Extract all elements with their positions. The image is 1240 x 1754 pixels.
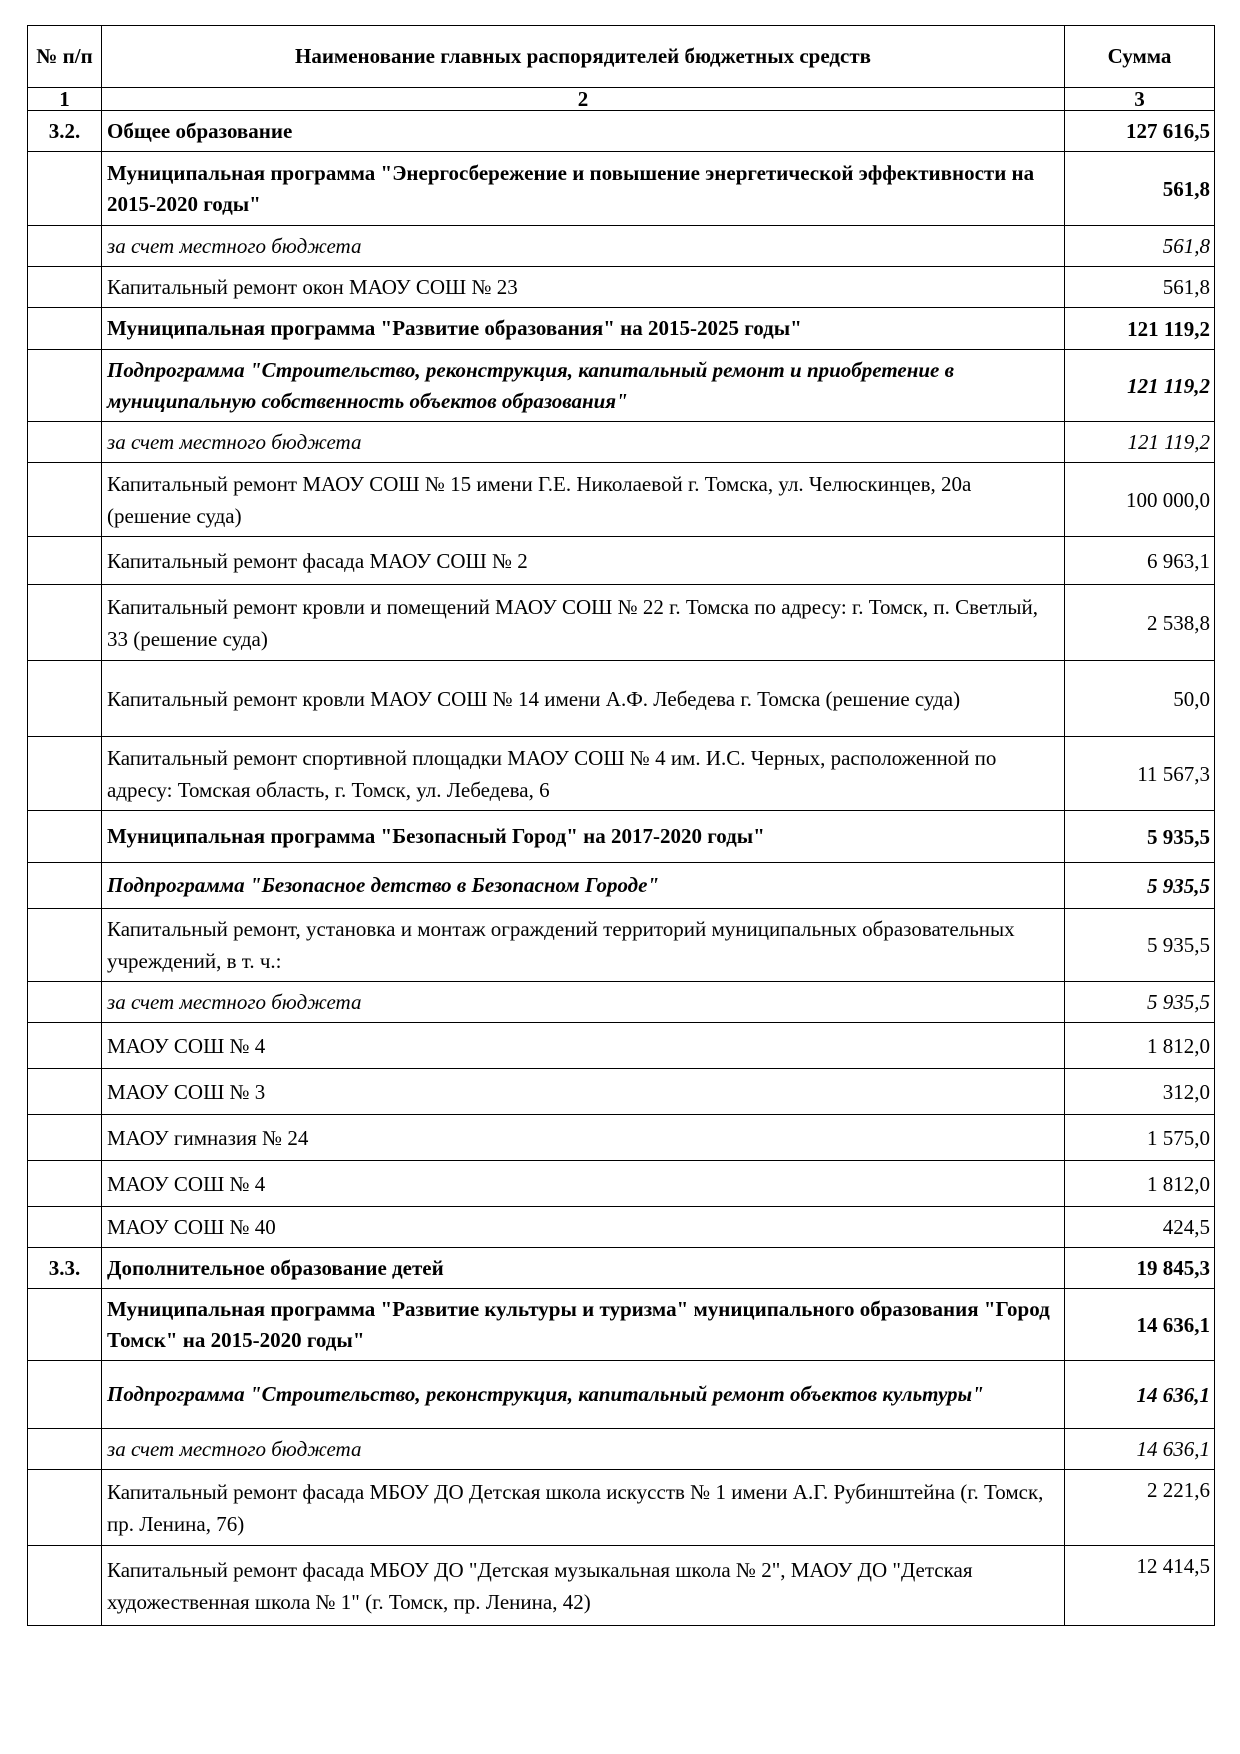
funding-source-row bbox=[28, 982, 1215, 1023]
row-name: Капитальный ремонт, установка и монтаж ограждений территорий муниципальных образовательных учреждений, в т. ч.: bbox=[102, 909, 1065, 982]
item-row bbox=[28, 909, 1215, 982]
header-name: Наименование главных распорядителей бюджетных средств bbox=[102, 26, 1065, 88]
item-row bbox=[28, 1470, 1215, 1546]
program-row bbox=[28, 811, 1215, 863]
row-sum: 2 538,8 bbox=[1065, 585, 1215, 661]
item-row bbox=[28, 585, 1215, 661]
subprogram-row bbox=[28, 350, 1215, 422]
row-number bbox=[28, 1470, 102, 1546]
row-name: Дополнительное образование детей bbox=[102, 1248, 1065, 1289]
row-name: Капитальный ремонт окон МАОУ СОШ № 23 bbox=[102, 267, 1065, 308]
item-row bbox=[28, 463, 1215, 537]
row-number bbox=[28, 1546, 102, 1626]
row-number bbox=[28, 1361, 102, 1429]
row-name: Капитальный ремонт кровли и помещений МАОУ СОШ № 22 г. Томска по адресу: г. Томск, п. Светлый, 33 (решение суда) bbox=[102, 585, 1065, 661]
row-number: 3.2. bbox=[28, 111, 102, 152]
row-name: МАОУ СОШ № 3 bbox=[102, 1069, 1065, 1115]
row-number bbox=[28, 811, 102, 863]
item-row bbox=[28, 1115, 1215, 1161]
budget-table bbox=[27, 25, 1215, 1626]
row-number bbox=[28, 982, 102, 1023]
header-number: № п/п bbox=[28, 26, 102, 88]
row-number bbox=[28, 350, 102, 422]
row-sum: 14 636,1 bbox=[1065, 1429, 1215, 1470]
program-row bbox=[28, 1289, 1215, 1361]
row-sum: 5 935,5 bbox=[1065, 982, 1215, 1023]
row-number: 3.3. bbox=[28, 1248, 102, 1289]
row-number bbox=[28, 1429, 102, 1470]
row-number bbox=[28, 661, 102, 737]
row-sum: 5 935,5 bbox=[1065, 811, 1215, 863]
row-number bbox=[28, 152, 102, 226]
column-index: 1 bbox=[28, 88, 102, 111]
row-sum: 5 935,5 bbox=[1065, 863, 1215, 909]
row-sum: 121 119,2 bbox=[1065, 422, 1215, 463]
row-name: Подпрограмма "Строительство, реконструкция, капитальный ремонт объектов культуры" bbox=[102, 1361, 1065, 1429]
row-sum: 1 812,0 bbox=[1065, 1161, 1215, 1207]
row-sum: 100 000,0 bbox=[1065, 463, 1215, 537]
row-name: Подпрограмма "Строительство, реконструкция, капитальный ремонт и приобретение в муниципальную собственность объектов образования" bbox=[102, 350, 1065, 422]
item-row bbox=[28, 1023, 1215, 1069]
row-sum: 2 221,6 bbox=[1065, 1470, 1215, 1546]
row-sum: 561,8 bbox=[1065, 267, 1215, 308]
subprogram-row bbox=[28, 1361, 1215, 1429]
row-name: Капитальный ремонт фасада МАОУ СОШ № 2 bbox=[102, 537, 1065, 585]
row-sum: 12 414,5 bbox=[1065, 1546, 1215, 1626]
row-name: Муниципальная программа "Развитие культуры и туризма" муниципального образования "Город Томск" на 2015-2020 годы" bbox=[102, 1289, 1065, 1361]
item-row bbox=[28, 1207, 1215, 1248]
row-sum: 121 119,2 bbox=[1065, 308, 1215, 350]
row-name: Капитальный ремонт кровли МАОУ СОШ № 14 имени А.Ф. Лебедева г. Томска (решение суда) bbox=[102, 661, 1065, 737]
item-row bbox=[28, 267, 1215, 308]
row-name: Капитальный ремонт МАОУ СОШ № 15 имени Г.Е. Николаевой г. Томска, ул. Челюскинцев, 20а (решение суда) bbox=[102, 463, 1065, 537]
row-sum: 50,0 bbox=[1065, 661, 1215, 737]
row-number bbox=[28, 1069, 102, 1115]
row-name: за счет местного бюджета bbox=[102, 982, 1065, 1023]
header-row bbox=[28, 26, 1215, 88]
row-sum: 121 119,2 bbox=[1065, 350, 1215, 422]
row-name: МАОУ СОШ № 4 bbox=[102, 1161, 1065, 1207]
row-number bbox=[28, 737, 102, 811]
row-sum: 6 963,1 bbox=[1065, 537, 1215, 585]
row-name: Муниципальная программа "Энергосбережение и повышение энергетической эффективности на 2015-2020 годы" bbox=[102, 152, 1065, 226]
row-sum: 14 636,1 bbox=[1065, 1361, 1215, 1429]
row-name: Капитальный ремонт спортивной площадки МАОУ СОШ № 4 им. И.С. Черных, расположенной по адресу: Томская область, г. Томск, ул. Лебедева, 6 bbox=[102, 737, 1065, 811]
row-sum: 14 636,1 bbox=[1065, 1289, 1215, 1361]
row-number bbox=[28, 1161, 102, 1207]
funding-source-row bbox=[28, 226, 1215, 267]
row-number bbox=[28, 308, 102, 350]
row-number bbox=[28, 1115, 102, 1161]
row-name: за счет местного бюджета bbox=[102, 226, 1065, 267]
column-index-row bbox=[28, 88, 1215, 111]
item-row bbox=[28, 537, 1215, 585]
section-row bbox=[28, 111, 1215, 152]
row-name: МАОУ СОШ № 4 bbox=[102, 1023, 1065, 1069]
row-name: Общее образование bbox=[102, 111, 1065, 152]
row-name: за счет местного бюджета bbox=[102, 422, 1065, 463]
row-number bbox=[28, 422, 102, 463]
section-row bbox=[28, 1248, 1215, 1289]
row-number bbox=[28, 1207, 102, 1248]
item-row bbox=[28, 1161, 1215, 1207]
item-row bbox=[28, 737, 1215, 811]
row-sum: 1 812,0 bbox=[1065, 1023, 1215, 1069]
row-number bbox=[28, 863, 102, 909]
row-name: МАОУ гимназия № 24 bbox=[102, 1115, 1065, 1161]
row-name: за счет местного бюджета bbox=[102, 1429, 1065, 1470]
row-sum: 424,5 bbox=[1065, 1207, 1215, 1248]
row-name: Муниципальная программа "Развитие образования" на 2015-2025 годы" bbox=[102, 308, 1065, 350]
header-sum: Сумма bbox=[1065, 26, 1215, 88]
row-number bbox=[28, 463, 102, 537]
item-row bbox=[28, 1069, 1215, 1115]
row-sum: 561,8 bbox=[1065, 152, 1215, 226]
row-sum: 561,8 bbox=[1065, 226, 1215, 267]
item-row bbox=[28, 1546, 1215, 1626]
row-name: Муниципальная программа "Безопасный Город" на 2017-2020 годы" bbox=[102, 811, 1065, 863]
funding-source-row bbox=[28, 1429, 1215, 1470]
row-name: Подпрограмма "Безопасное детство в Безопасном Городе" bbox=[102, 863, 1065, 909]
item-row bbox=[28, 661, 1215, 737]
row-name: МАОУ СОШ № 40 bbox=[102, 1207, 1065, 1248]
row-number bbox=[28, 1023, 102, 1069]
row-sum: 5 935,5 bbox=[1065, 909, 1215, 982]
row-sum: 19 845,3 bbox=[1065, 1248, 1215, 1289]
program-row bbox=[28, 152, 1215, 226]
row-name: Капитальный ремонт фасада МБОУ ДО "Детская музыкальная школа № 2", МАОУ ДО "Детская художественная школа № 1" (г. Томск, пр. Ленина, 42) bbox=[102, 1546, 1065, 1626]
row-number bbox=[28, 585, 102, 661]
row-number bbox=[28, 226, 102, 267]
row-number bbox=[28, 909, 102, 982]
column-index: 2 bbox=[102, 88, 1065, 111]
program-row bbox=[28, 308, 1215, 350]
row-name: Капитальный ремонт фасада МБОУ ДО Детская школа искусств № 1 имени А.Г. Рубинштейна (г. Томск, пр. Ленина, 76) bbox=[102, 1470, 1065, 1546]
row-number bbox=[28, 267, 102, 308]
row-sum: 11 567,3 bbox=[1065, 737, 1215, 811]
row-sum: 127 616,5 bbox=[1065, 111, 1215, 152]
row-sum: 312,0 bbox=[1065, 1069, 1215, 1115]
row-number bbox=[28, 537, 102, 585]
subprogram-row bbox=[28, 863, 1215, 909]
row-number bbox=[28, 1289, 102, 1361]
column-index: 3 bbox=[1065, 88, 1215, 111]
row-sum: 1 575,0 bbox=[1065, 1115, 1215, 1161]
funding-source-row bbox=[28, 422, 1215, 463]
